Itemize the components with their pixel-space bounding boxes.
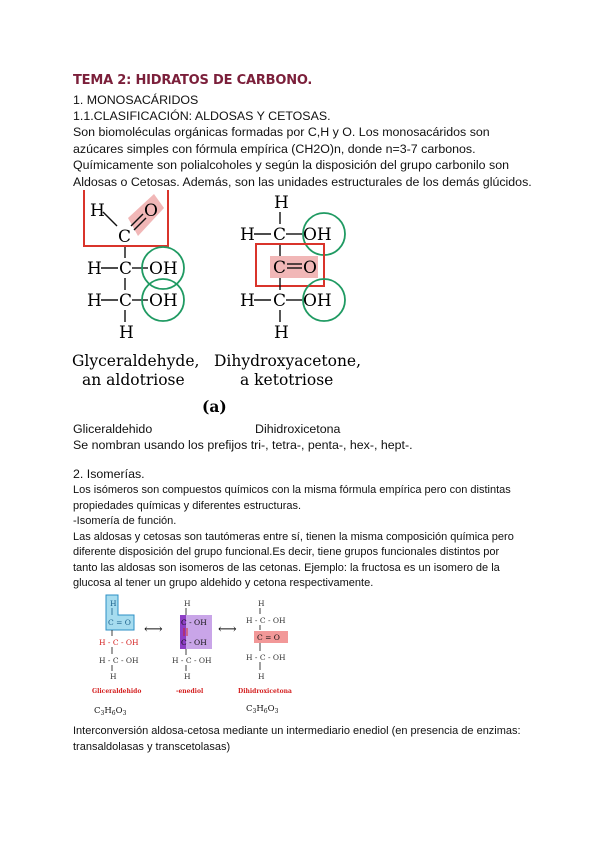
isomer-line: Los isómeros son compuestos químicos con la misma fórmula empírica pero con distintas (73, 484, 511, 496)
atom-c: C (118, 227, 132, 247)
atom-carbonyl: C = O (108, 618, 131, 627)
isomer-line: glucosa al tener un grupo aldehido y cetona respectivamente. (73, 577, 374, 589)
caption-dihydroxyacetone: Dihydroxyacetone, (214, 352, 362, 370)
caption-ketotriose: a ketotriose (240, 371, 334, 389)
atom-h: H (90, 201, 105, 221)
isomer-line: diferente disposición del grupo funcional.Es decir, tiene grupos funcionales distintos por (73, 546, 500, 558)
atom-coh: C - OH (181, 618, 207, 627)
label-enediol: -enediol (176, 688, 204, 695)
caption-glyceraldehyde: Glyceraldehyde, (72, 352, 200, 370)
atom-oh: OH (303, 225, 332, 245)
page-title: TEMA 2: HIDRATOS DE CARBONO. (73, 73, 313, 88)
atom-c: C (273, 225, 287, 245)
atom-h: H (119, 323, 134, 343)
bond (103, 212, 117, 226)
name-gliceraldehido: Gliceraldehido (73, 422, 153, 436)
isomer-line: -Isomería de función. (73, 515, 177, 527)
figure-label-a: (a) (202, 397, 227, 415)
name-dihidroxicetona: Dihidroxicetona (255, 422, 341, 436)
atom-h: H (240, 291, 255, 311)
atom-alpha-carbon: H - C - OH (99, 638, 139, 647)
atom-hcoh: H - C - OH (246, 616, 286, 625)
intro-line: Son biomoléculas orgánicas formadas por C,H y O. Los monosacáridos son (73, 125, 490, 139)
atom-h: H (184, 672, 191, 681)
section-heading-monosacaridos: 1. MONOSACÁRIDOS (73, 93, 199, 107)
atom-hcoh: H - C - OH (172, 656, 212, 665)
triose-structures-figure (70, 190, 370, 415)
atom-hcoh: H - C - OH (99, 656, 139, 665)
atom-h: H (258, 599, 265, 608)
atom-h: H (240, 225, 255, 245)
formula-left: $C_3H_6O_3$ (94, 706, 127, 717)
atom-c: C (273, 291, 287, 311)
intro-line: azúcares simples con fórmula empírica (CH2O)n, donde n=3-7 carbonos. (73, 141, 476, 156)
caption-aldotriose: an aldotriose (82, 371, 185, 389)
prefix-sentence: Se nombran usando los prefijos tri-, tetra-, penta-, hex-, hept-. (73, 438, 413, 452)
interconversion-figure (88, 590, 308, 720)
atom-c: C (119, 291, 133, 311)
isomer-line: propiedades químicas y diferentes estructuras. (73, 499, 302, 512)
atom-h: H (110, 672, 117, 681)
atom-hcoh: H - C - OH (246, 653, 286, 662)
isomer-paragraph (73, 483, 573, 592)
isomer-line: Las aldosas y cetosas son tautómeras entre sí, tienen la misma composición química pero (73, 530, 514, 543)
atom-h: H (110, 599, 117, 608)
label-dihidroxicetona: Dihidroxicetona (238, 688, 292, 695)
isomer-line: tanto las aldosas son isomeros de las cetonas. Ejemplo: la fructosa es un isomero de la (73, 561, 500, 574)
label-gliceraldehido: Gliceraldehido (92, 688, 142, 695)
atom-h: H (87, 291, 102, 311)
intro-line: Químicamente son polialcoholes y según la disposición del grupo carbonilo son (73, 158, 509, 172)
arrow-icon: ⟷ (144, 622, 163, 637)
atom-oh: OH (303, 291, 332, 311)
footer-line: Interconversión aldosa-cetosa mediante un intermediario enediol (en presencia de enzimas: (73, 725, 521, 737)
formula-right: $C_3H_6O_3$ (246, 704, 279, 715)
atom-h: H (184, 599, 191, 608)
atom-c: C (119, 259, 133, 279)
atom-o: O (303, 258, 317, 278)
section-heading-isomerias: 2. Isomerías. (73, 467, 145, 481)
atom-oh: OH (149, 259, 178, 279)
footer-paragraph (73, 724, 573, 755)
atom-carbonyl: C = O (257, 633, 280, 642)
intro-line: Aldosas o Cetosas. Además, son las unidades estructurales de los demás glúcidos. (73, 174, 532, 189)
arrow-icon: ⟷ (218, 622, 237, 637)
atom-c: C (273, 258, 287, 278)
atom-oh: OH (149, 291, 178, 311)
atom-o: O (144, 201, 158, 221)
intro-paragraph (73, 124, 563, 190)
section-heading-clasificacion: 1.1.CLASIFICACIÓN: ALDOSAS Y CETOSAS. (73, 109, 331, 123)
footer-line: transaldolasas y transcetolasas) (73, 740, 231, 753)
atom-coh: C - OH (181, 638, 207, 647)
atom-h: H (274, 323, 289, 343)
atom-h: H (274, 193, 289, 213)
atom-h: H (258, 672, 265, 681)
atom-h: H (87, 259, 102, 279)
